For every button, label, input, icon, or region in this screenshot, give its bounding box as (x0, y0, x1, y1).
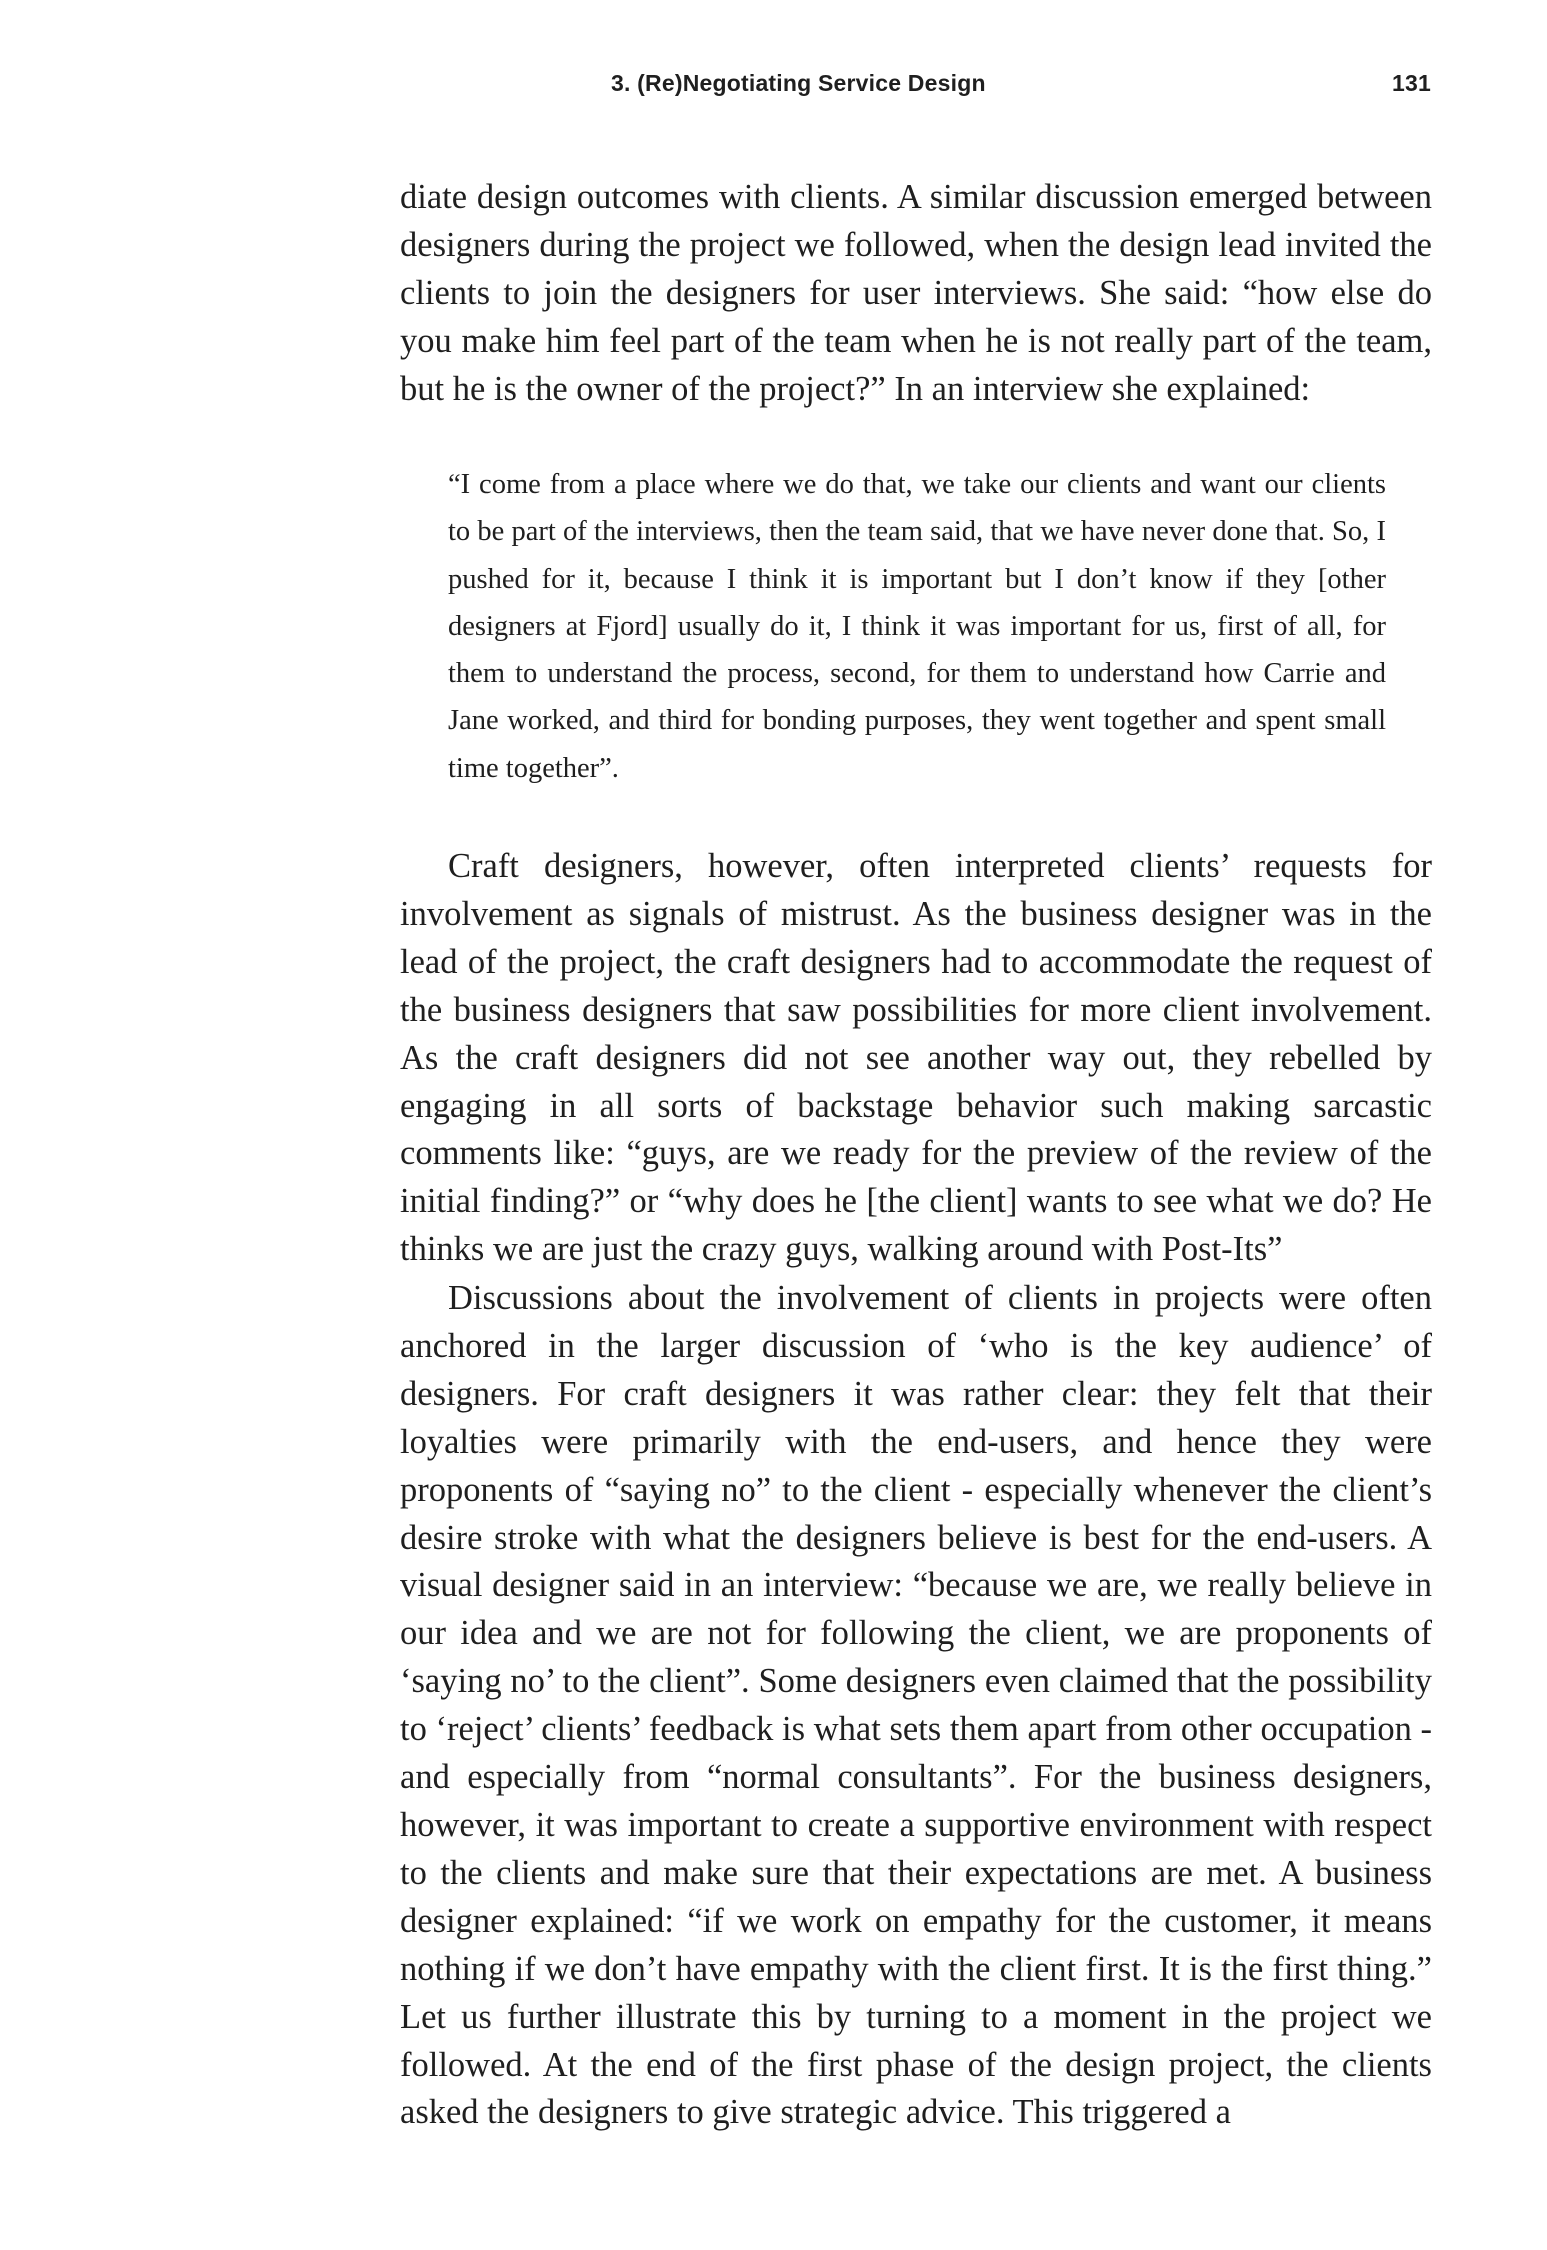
body-paragraph: Discussions about the involvement of clients in projects were often anchored in the larger discussion of ‘who is the key audience’ of designers. For craft designers it was rather clear: they felt that their loyalties were primarily with the end-users, and hence they were proponents of “saying no” to the client - especially whenever the client’s desire stroke with what the designers believe is best for the end-users. A visual designer said in an interview: “because we are, we really believe in our idea and we are not for following the client, we are proponents of ‘saying no’ to the client”. Some designers even claimed that the possibility to ‘reject’ clients’ feedback is what sets them apart from other occupation - and especially from “normal consultants”. For the business designers, however, it was important to create a supportive environment with respect to the clients and make sure that their expectations are met. A business designer explained: “if we work on empathy for the customer, it means nothing if we don’t have empathy with the client first. It is the first thing.” Let us further illustrate this by turning to a moment in the project we followed. At the end of the first phase of the design project, the clients asked the designers to give strategic advice. This triggered a (400, 1279, 1432, 2132)
interview-quote: “I come from a place where we do that, we take our clients and want our clients to be part of the interviews, then the team said, that we have never done that. So, I pushed for it, because I think it is important but I don’t know if they [other designers at Fjord] usually do it, I think it was important for us, first of all, for them to understand the process, second, for them to understand how Carrie and Jane worked, and third for bonding purposes, they went together and spent small time together”. (448, 469, 1386, 784)
body-paragraph: diate design outcomes with clients. A similar discussion emerged between designers during the project we followed, when the design lead invited the clients to join the designers for user interviews. She said: “how else do you make him feel part of the team when he is not really part of the team, but he is the owner of the project?” In an interview she explained: (400, 178, 1432, 408)
page-number: 131 (1392, 70, 1431, 96)
running-head (611, 70, 1431, 106)
chapter-title: 3. (Re)Negotiating Service Design (611, 70, 986, 96)
body-paragraph: Craft designers, however, often interpreted clients’ requests for involvement as signals of mistrust. As the business designer was in the lead of the project, the craft designers had to accommodate the request of the business designers that saw possibilities for more client involvement. As the craft designers did not see another way out, they rebelled by engaging in all sorts of backstage behavior such making sarcastic comments like: “guys, are we ready for the preview of the review of the initial finding?” or “why does he [the client] wants to see what we do? He thinks we are just the crazy guys, walking around with Post-Its” (400, 847, 1432, 1269)
